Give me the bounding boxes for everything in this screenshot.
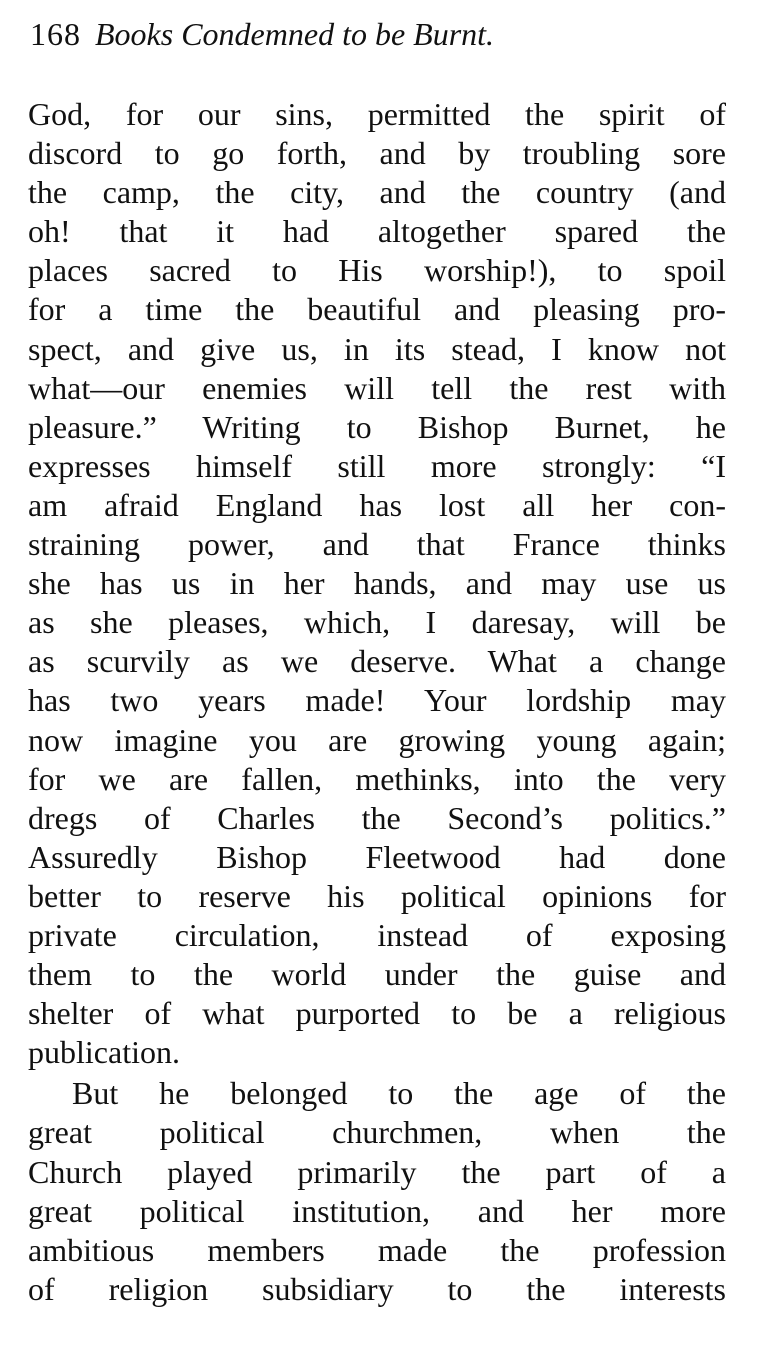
text-line: as scurvily as we deserve. What a change [28,643,726,680]
paragraph [28,1074,726,1309]
text-line: Church played primarily the part of a [28,1153,726,1190]
text-line: But he belonged to the age of the [72,1075,726,1112]
text-line: God, for our sins, permitted the spirit of [28,96,726,132]
text-line: pleasure.” Writing to Bishop Burnet, he [28,408,726,445]
text-line: publication. [28,1034,180,1071]
text-line: has two years made! Your lordship may [28,682,726,719]
page-number: 168 [30,16,81,52]
text-line: for a time the beautiful and pleasing pro- [28,291,726,328]
running-head [30,10,730,58]
text-line: shelter of what purported to be a religious [28,995,726,1032]
text-line: discord to go forth, and by troubling sore [28,135,726,172]
text-line: what—our enemies will tell the rest with [28,369,726,406]
text-line: great political institution, and her more [28,1192,726,1229]
text-line: for we are fallen, methinks, into the very [28,760,726,797]
text-line: them to the world under the guise and [28,956,726,993]
paragraph [28,95,726,1072]
text-line: great political churchmen, when the [28,1114,726,1151]
text-line: private circulation, instead of exposing [28,916,726,953]
text-line: now imagine you are growing young again; [28,721,726,758]
text-line: Assuredly Bishop Fleetwood had done [28,838,726,875]
body-text [28,95,726,1309]
text-line: places sacred to His worship!), to spoil [28,252,726,289]
text-line: ambitious members made the profession [28,1231,726,1268]
text-line: the camp, the city, and the country (and [28,174,726,211]
text-line: as she pleases, which, I daresay, will be [28,604,726,641]
text-line: better to reserve his political opinions for [28,877,726,914]
text-line: spect, and give us, in its stead, I know not [28,330,726,367]
text-line: dregs of Charles the Second’s politics.” [28,799,726,836]
text-line: straining power, and that France thinks [28,526,726,563]
text-line: oh! that it had altogether spared the [28,213,726,250]
text-line: she has us in her hands, and may use us [28,565,726,602]
text-line: am afraid England has lost all her con- [28,486,726,523]
text-line: expresses himself still more strongly: “I [28,447,726,484]
running-title: Books Condemned to be Burnt. [95,16,495,52]
text-line: of religion subsidiary to the interests [28,1270,726,1307]
